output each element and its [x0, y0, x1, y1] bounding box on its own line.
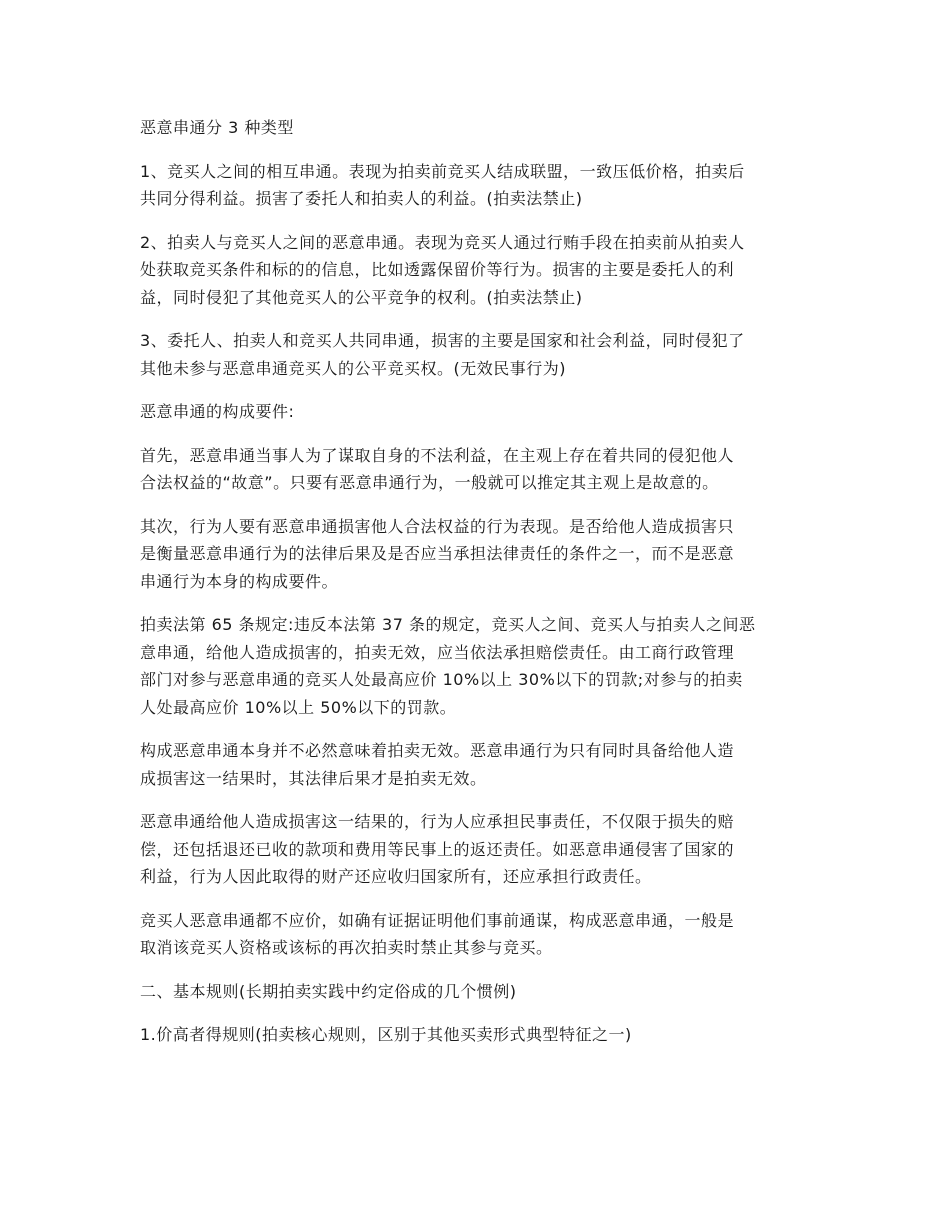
text-line: 部门对参与恶意串通的竞买人处最高应价 10%以上 30%以下的罚款;对参与的拍卖 [140, 670, 743, 689]
paragraph-no-bid [140, 907, 816, 962]
text-line: 1、竞买人之间的相互串通。表现为拍卖前竞买人结成联盟，一致压低价格，拍卖后 [140, 161, 745, 181]
paragraph-element-1 [140, 442, 816, 497]
text-line: 串通行为本身的构成要件。 [140, 571, 339, 591]
text-line: 拍卖法第 65 条规定:违反本法第 37 条的规定，竞买人之间、竞买人与拍卖人之间恶 [140, 615, 756, 634]
text-line: 合法权益的“故意”。只要有恶意串通行为，一般就可以推定其主观上是故意的。 [140, 473, 719, 492]
text-line: 2、拍卖人与竞买人之间的恶意串通。表现为竞买人通过行贿手段在拍卖前从拍卖人 [140, 232, 745, 252]
paragraph-element-2 [140, 513, 816, 596]
text-line: 3、委托人、拍卖人和竞买人共同串通，损害的主要是国家和社会利益，同时侵犯了 [140, 331, 745, 350]
paragraph-article-65 [140, 611, 816, 721]
section-heading [140, 114, 816, 142]
text-line: 利益，行为人因此取得的财产还应收归国家所有，还应承担行政责任。 [140, 867, 652, 886]
text-line: 共同分得利益。损害了委托人和拍卖人的利益。(拍卖法禁止) [140, 189, 583, 208]
text-line: 人处最高应价 10%以上 50%以下的罚款。 [140, 697, 457, 717]
text-line: 其次，行为人要有恶意串通损害他人合法权益的行为表现。是否给他人造成损害只 [140, 516, 735, 536]
text-line: 益，同时侵犯了其他竞买人的公平竞争的权利。(拍卖法禁止) [140, 287, 583, 307]
text-line: 恶意串通的构成要件: [140, 402, 295, 421]
text-line: 竞买人恶意串通都不应价，如确有证据证明他们事前通谋，构成恶意串通，一般是 [140, 910, 735, 930]
text-line: 二、基本规则(长期拍卖实践中约定俗成的几个惯例) [140, 981, 517, 1001]
text-line: 处获取竞买条件和标的的信息，比如透露保留价等行为。损害的主要是委托人的利 [140, 260, 735, 279]
text-line: 偿，还包括退还已收的款项和费用等民事上的返还责任。如恶意串通侵害了国家的 [140, 839, 735, 859]
text-line: 意串通，给他人造成损害的，拍卖无效，应当依法承担赔偿责任。由工商行政管理 [140, 642, 735, 662]
paragraph-validity [140, 737, 816, 792]
section-heading [140, 398, 816, 426]
paragraph-type-2 [140, 229, 816, 312]
section-heading [140, 978, 816, 1006]
document-body [140, 114, 816, 1049]
paragraph-type-1 [140, 158, 816, 213]
text-line: 是衡量恶意串通行为的法律后果及是否应当承担法律责任的条件之一，而不是恶意 [140, 544, 735, 563]
text-line: 取消该竞买人资格或该标的再次拍卖时禁止其参与竞买。 [140, 938, 553, 957]
text-line: 恶意串通给他人造成损害这一结果的，行为人应承担民事责任，不仅限于损失的赔 [140, 812, 735, 831]
text-line: 恶意串通分 3 种类型 [140, 118, 294, 137]
text-line: 构成恶意串通本身并不必然意味着拍卖无效。恶意串通行为只有同时具备给他人造 [140, 741, 735, 760]
paragraph-type-3 [140, 327, 816, 382]
paragraph-rule-1 [140, 1021, 816, 1049]
text-line: 其他未参与恶意串通竞买人的公平竞买权。(无效民事行为) [140, 358, 566, 378]
text-line: 1.价高者得规则(拍卖核心规则，区别于其他买卖形式典型特征之一) [140, 1025, 632, 1044]
paragraph-liability [140, 808, 816, 891]
text-line: 首先，恶意串通当事人为了谋取自身的不法利益，在主观上存在着共同的侵犯他人 [140, 445, 735, 465]
text-line: 成损害这一结果时，其法律后果才是拍卖无效。 [140, 768, 487, 788]
